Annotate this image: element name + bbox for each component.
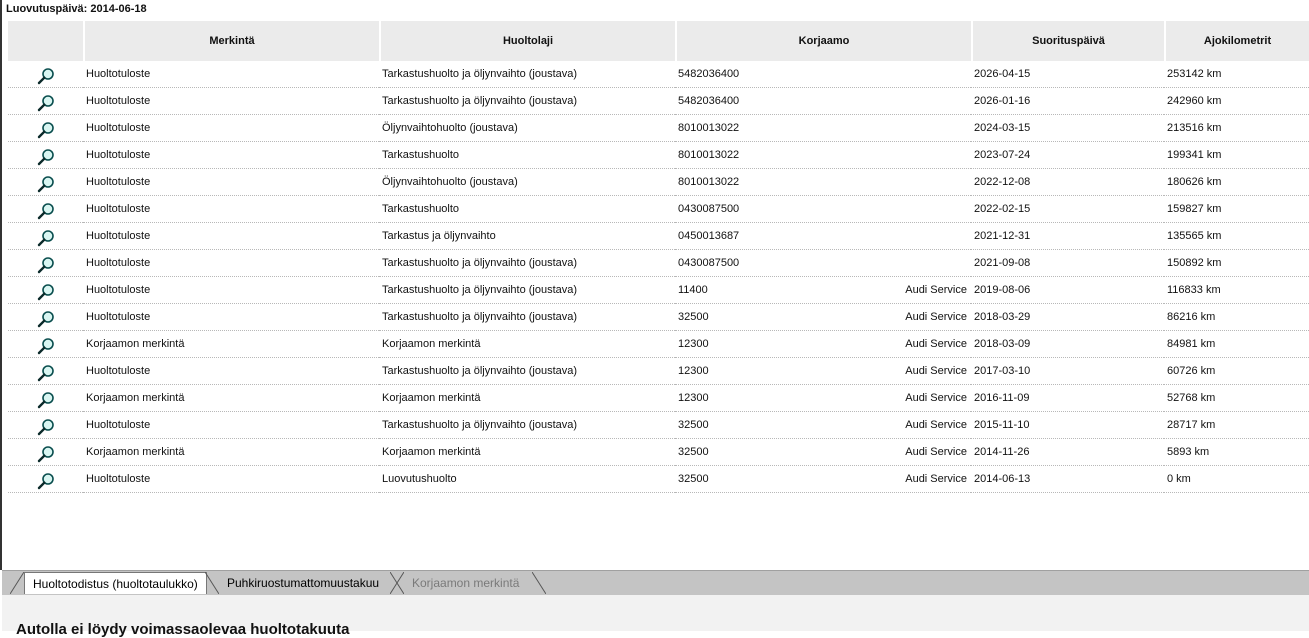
cell-korjaamo	[675, 223, 971, 250]
column-header-action	[8, 21, 83, 61]
row-action-cell[interactable]	[8, 142, 83, 169]
table-row	[8, 358, 1309, 385]
cell-merkinta: Huoltotuloste	[83, 196, 379, 223]
table-row	[8, 250, 1309, 277]
cell-ajokilometrit: 242960 km	[1164, 88, 1309, 115]
magnifier-icon[interactable]	[37, 202, 55, 220]
table-row	[8, 304, 1309, 331]
cell-korjaamo	[675, 466, 971, 493]
cell-merkinta: Huoltotuloste	[83, 304, 379, 331]
korjaamo-code: 12300	[678, 365, 709, 377]
magnifier-icon[interactable]	[37, 121, 55, 139]
cell-merkinta: Huoltotuloste	[83, 169, 379, 196]
cell-huoltolaji: Tarkastushuolto ja öljynvaihto (joustava)	[379, 412, 675, 439]
service-history-table	[8, 21, 1309, 493]
cell-ajokilometrit: 159827 km	[1164, 196, 1309, 223]
warranty-heading: Autolla ei löydy voimassaolevaa huoltotakuuta	[16, 621, 350, 638]
cell-suorituspaiva: 2016-11-09	[971, 385, 1164, 412]
cell-huoltolaji: Tarkastushuolto	[379, 196, 675, 223]
table-row	[8, 385, 1309, 412]
cell-merkinta: Huoltotuloste	[83, 115, 379, 142]
tab-edge-left	[10, 572, 24, 594]
cell-merkinta: Huoltotuloste	[83, 142, 379, 169]
column-header-korjaamo[interactable]: Korjaamo	[675, 21, 971, 61]
magnifier-icon[interactable]	[37, 94, 55, 112]
cell-suorituspaiva: 2017-03-10	[971, 358, 1164, 385]
cell-korjaamo	[675, 196, 971, 223]
magnifier-icon[interactable]	[37, 445, 55, 463]
cell-ajokilometrit: 84981 km	[1164, 331, 1309, 358]
korjaamo-code: 8010013022	[678, 149, 740, 161]
table-row	[8, 223, 1309, 250]
tab-huoltotodistus[interactable]: Huoltotodistus (huoltotaulukko)	[24, 572, 207, 594]
row-action-cell[interactable]	[8, 439, 83, 466]
cell-huoltolaji: Tarkastushuolto	[379, 142, 675, 169]
magnifier-icon[interactable]	[37, 256, 55, 274]
cell-ajokilometrit: 213516 km	[1164, 115, 1309, 142]
cell-korjaamo	[675, 412, 971, 439]
cell-merkinta: Korjaamon merkintä	[83, 385, 379, 412]
korjaamo-code: 0450013687	[678, 230, 740, 242]
korjaamo-code: 8010013022	[678, 122, 740, 134]
cell-suorituspaiva: 2015-11-10	[971, 412, 1164, 439]
korjaamo-name: Audi Service	[905, 446, 967, 458]
tab-edge-end	[532, 572, 546, 594]
tab-puhkiruostumattomuustakuu[interactable]: Puhkiruostumattomuustakuu	[227, 576, 380, 590]
cell-ajokilometrit: 199341 km	[1164, 142, 1309, 169]
cell-suorituspaiva: 2022-12-08	[971, 169, 1164, 196]
tab-edge-separator	[390, 572, 404, 594]
cell-merkinta: Huoltotuloste	[83, 412, 379, 439]
cell-ajokilometrit: 180626 km	[1164, 169, 1309, 196]
row-action-cell[interactable]	[8, 88, 83, 115]
cell-korjaamo	[675, 385, 971, 412]
cell-ajokilometrit: 28717 km	[1164, 412, 1309, 439]
magnifier-icon[interactable]	[37, 310, 55, 328]
magnifier-icon[interactable]	[37, 364, 55, 382]
cell-huoltolaji: Tarkastushuolto ja öljynvaihto (joustava)	[379, 304, 675, 331]
row-action-cell[interactable]	[8, 196, 83, 223]
cell-korjaamo	[675, 142, 971, 169]
korjaamo-code: 0430087500	[678, 203, 740, 215]
korjaamo-code: 8010013022	[678, 176, 740, 188]
table-header-row	[8, 21, 1309, 61]
cell-suorituspaiva: 2021-09-08	[971, 250, 1164, 277]
magnifier-icon[interactable]	[37, 283, 55, 301]
column-header-ajokilometrit[interactable]: Ajokilometrit	[1164, 21, 1309, 61]
cell-merkinta: Huoltotuloste	[83, 61, 379, 88]
magnifier-icon[interactable]	[37, 472, 55, 490]
cell-huoltolaji: Luovutushuolto	[379, 466, 675, 493]
magnifier-icon[interactable]	[37, 337, 55, 355]
korjaamo-code: 12300	[678, 338, 709, 350]
cell-huoltolaji: Tarkastus ja öljynvaihto	[379, 223, 675, 250]
table-row	[8, 115, 1309, 142]
cell-suorituspaiva: 2021-12-31	[971, 223, 1164, 250]
cell-suorituspaiva: 2014-11-26	[971, 439, 1164, 466]
column-header-merkinta[interactable]: Merkintä	[83, 21, 379, 61]
cell-merkinta: Huoltotuloste	[83, 88, 379, 115]
table-row	[8, 169, 1309, 196]
row-action-cell[interactable]	[8, 304, 83, 331]
korjaamo-code: 32500	[678, 419, 709, 431]
korjaamo-code: 0430087500	[678, 257, 740, 269]
tab-korjaamon-merkinta: Korjaamon merkintä	[412, 576, 520, 590]
korjaamo-name: Audi Service	[905, 473, 967, 485]
korjaamo-name: Audi Service	[905, 338, 967, 350]
magnifier-icon[interactable]	[37, 175, 55, 193]
table-row	[8, 277, 1309, 304]
cell-merkinta: Korjaamon merkintä	[83, 331, 379, 358]
tab-bar	[2, 570, 1309, 595]
korjaamo-code: 5482036400	[678, 68, 740, 80]
window-left-border	[0, 0, 2, 570]
cell-merkinta: Korjaamon merkintä	[83, 439, 379, 466]
magnifier-icon[interactable]	[37, 67, 55, 85]
row-action-cell[interactable]	[8, 331, 83, 358]
cell-korjaamo	[675, 439, 971, 466]
delivery-date-label: Luovutuspäivä: 2014-06-18	[6, 3, 147, 15]
cell-korjaamo	[675, 88, 971, 115]
cell-huoltolaji: Korjaamon merkintä	[379, 439, 675, 466]
cell-suorituspaiva: 2026-01-16	[971, 88, 1164, 115]
table-row	[8, 88, 1309, 115]
bottom-panel	[2, 595, 1309, 638]
table-row	[8, 439, 1309, 466]
cell-suorituspaiva: 2019-08-06	[971, 277, 1164, 304]
row-action-cell[interactable]	[8, 277, 83, 304]
table-row	[8, 412, 1309, 439]
korjaamo-code: 11400	[678, 284, 708, 296]
cell-ajokilometrit: 60726 km	[1164, 358, 1309, 385]
cell-merkinta: Huoltotuloste	[83, 466, 379, 493]
cell-merkinta: Huoltotuloste	[83, 250, 379, 277]
korjaamo-name: Audi Service	[905, 419, 967, 431]
cell-korjaamo	[675, 277, 971, 304]
column-header-huoltolaji[interactable]: Huoltolaji	[379, 21, 675, 61]
cell-ajokilometrit: 5893 km	[1164, 439, 1309, 466]
korjaamo-name: Audi Service	[905, 311, 967, 323]
korjaamo-name: Audi Service	[905, 365, 967, 377]
cell-huoltolaji: Öljynvaihtohuolto (joustava)	[379, 115, 675, 142]
cell-ajokilometrit: 116833 km	[1164, 277, 1309, 304]
table-row	[8, 466, 1309, 493]
magnifier-icon[interactable]	[37, 148, 55, 166]
cell-suorituspaiva: 2024-03-15	[971, 115, 1164, 142]
table-row	[8, 142, 1309, 169]
cell-huoltolaji: Korjaamon merkintä	[379, 331, 675, 358]
cell-ajokilometrit: 86216 km	[1164, 304, 1309, 331]
cell-ajokilometrit: 135565 km	[1164, 223, 1309, 250]
cell-korjaamo	[675, 331, 971, 358]
cell-suorituspaiva: 2022-02-15	[971, 196, 1164, 223]
row-action-cell[interactable]	[8, 61, 83, 88]
cell-merkinta: Huoltotuloste	[83, 277, 379, 304]
korjaamo-code: 5482036400	[678, 95, 740, 107]
cell-huoltolaji: Tarkastushuolto ja öljynvaihto (joustava)	[379, 277, 675, 304]
cell-korjaamo	[675, 358, 971, 385]
tab-edge-right	[205, 572, 219, 594]
cell-suorituspaiva: 2026-04-15	[971, 61, 1164, 88]
cell-merkinta: Huoltotuloste	[83, 223, 379, 250]
cell-suorituspaiva: 2018-03-09	[971, 331, 1164, 358]
cell-huoltolaji: Korjaamon merkintä	[379, 385, 675, 412]
magnifier-icon[interactable]	[37, 418, 55, 436]
cell-huoltolaji: Tarkastushuolto ja öljynvaihto (joustava)	[379, 61, 675, 88]
korjaamo-name: Audi Service	[905, 392, 967, 404]
cell-suorituspaiva: 2018-03-29	[971, 304, 1164, 331]
column-header-suorituspaiva[interactable]: Suorituspäivä	[971, 21, 1164, 61]
row-action-cell[interactable]	[8, 250, 83, 277]
magnifier-icon[interactable]	[37, 391, 55, 409]
korjaamo-code: 12300	[678, 392, 709, 404]
cell-ajokilometrit: 52768 km	[1164, 385, 1309, 412]
magnifier-icon[interactable]	[37, 229, 55, 247]
cell-korjaamo	[675, 61, 971, 88]
table-row	[8, 61, 1309, 88]
row-action-cell[interactable]	[8, 223, 83, 250]
table-row	[8, 331, 1309, 358]
cell-huoltolaji: Tarkastushuolto ja öljynvaihto (joustava)	[379, 88, 675, 115]
cell-huoltolaji: Tarkastushuolto ja öljynvaihto (joustava)	[379, 358, 675, 385]
row-action-cell[interactable]	[8, 169, 83, 196]
row-action-cell[interactable]	[8, 358, 83, 385]
cell-ajokilometrit: 0 km	[1164, 466, 1309, 493]
row-action-cell[interactable]	[8, 115, 83, 142]
korjaamo-code: 32500	[678, 311, 709, 323]
cell-ajokilometrit: 253142 km	[1164, 61, 1309, 88]
cell-ajokilometrit: 150892 km	[1164, 250, 1309, 277]
korjaamo-code: 32500	[678, 446, 709, 458]
cell-huoltolaji: Tarkastushuolto ja öljynvaihto (joustava)	[379, 250, 675, 277]
cell-korjaamo	[675, 169, 971, 196]
cell-korjaamo	[675, 250, 971, 277]
row-action-cell[interactable]	[8, 466, 83, 493]
cell-korjaamo	[675, 304, 971, 331]
cell-huoltolaji: Öljynvaihtohuolto (joustava)	[379, 169, 675, 196]
cell-suorituspaiva: 2014-06-13	[971, 466, 1164, 493]
row-action-cell[interactable]	[8, 385, 83, 412]
korjaamo-code: 32500	[678, 473, 709, 485]
cell-korjaamo	[675, 115, 971, 142]
cell-merkinta: Huoltotuloste	[83, 358, 379, 385]
korjaamo-name: Audi Service	[905, 284, 967, 296]
cell-suorituspaiva: 2023-07-24	[971, 142, 1164, 169]
row-action-cell[interactable]	[8, 412, 83, 439]
table-row	[8, 196, 1309, 223]
